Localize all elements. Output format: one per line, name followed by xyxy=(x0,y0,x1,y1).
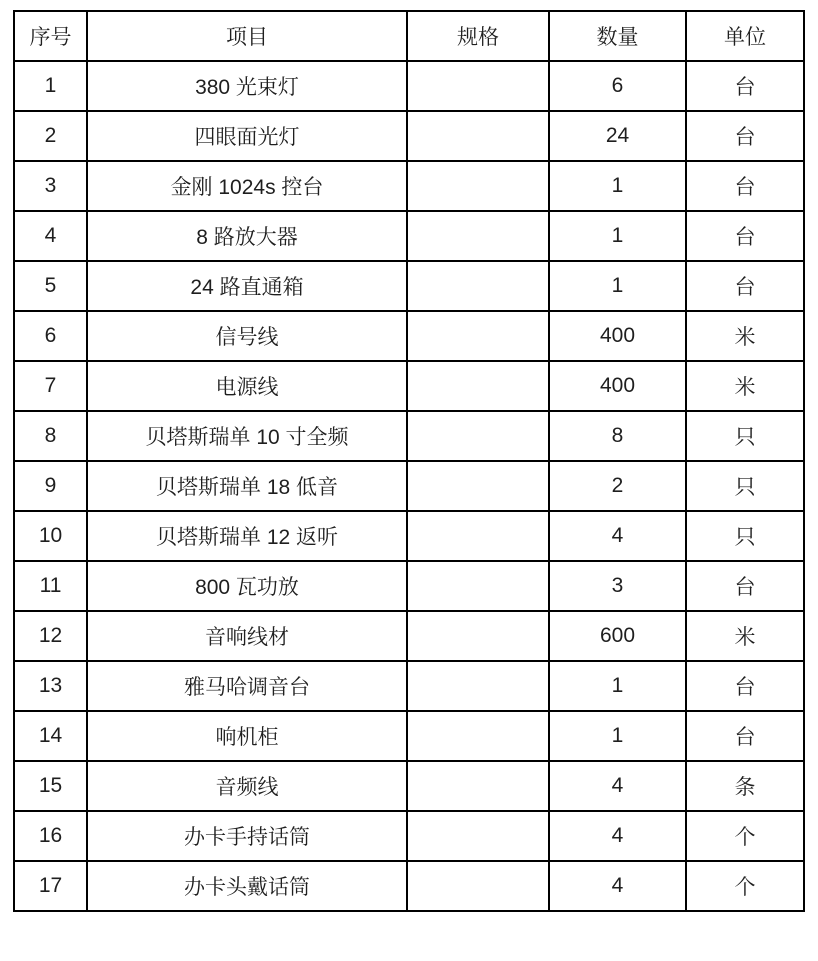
cell-unit: 个 xyxy=(686,811,804,861)
cell-spec xyxy=(407,811,549,861)
table-body xyxy=(14,61,804,911)
cell-spec xyxy=(407,61,549,111)
table-row xyxy=(14,161,804,211)
cell-seq: 2 xyxy=(14,111,87,161)
cell-unit: 台 xyxy=(686,261,804,311)
cell-seq: 17 xyxy=(14,861,87,911)
cell-item: 800 瓦功放 xyxy=(87,561,407,611)
cell-seq: 4 xyxy=(14,211,87,261)
cell-qty: 4 xyxy=(549,761,686,811)
cell-unit: 只 xyxy=(686,511,804,561)
table-row xyxy=(14,111,804,161)
table-row xyxy=(14,261,804,311)
header-cell-qty: 数量 xyxy=(549,11,686,61)
cell-item: 380 光束灯 xyxy=(87,61,407,111)
cell-item: 信号线 xyxy=(87,311,407,361)
cell-seq: 7 xyxy=(14,361,87,411)
cell-item: 贝塔斯瑞单 10 寸全频 xyxy=(87,411,407,461)
table-row xyxy=(14,461,804,511)
cell-spec xyxy=(407,261,549,311)
table-row xyxy=(14,611,804,661)
cell-item: 办卡头戴话筒 xyxy=(87,861,407,911)
cell-item: 贝塔斯瑞单 12 返听 xyxy=(87,511,407,561)
cell-qty: 1 xyxy=(549,161,686,211)
table-row xyxy=(14,811,804,861)
cell-unit: 个 xyxy=(686,861,804,911)
table-row xyxy=(14,661,804,711)
cell-qty: 400 xyxy=(549,361,686,411)
cell-seq: 6 xyxy=(14,311,87,361)
table-row xyxy=(14,711,804,761)
cell-qty: 1 xyxy=(549,711,686,761)
cell-unit: 台 xyxy=(686,711,804,761)
table-header-row xyxy=(14,11,804,61)
cell-spec xyxy=(407,861,549,911)
cell-unit: 台 xyxy=(686,661,804,711)
table-row xyxy=(14,561,804,611)
table-row xyxy=(14,361,804,411)
cell-spec xyxy=(407,161,549,211)
cell-unit: 台 xyxy=(686,61,804,111)
cell-seq: 5 xyxy=(14,261,87,311)
table-row xyxy=(14,511,804,561)
table-row xyxy=(14,61,804,111)
header-cell-spec: 规格 xyxy=(407,11,549,61)
table-row xyxy=(14,761,804,811)
cell-item: 响机柜 xyxy=(87,711,407,761)
cell-qty: 1 xyxy=(549,211,686,261)
cell-qty: 8 xyxy=(549,411,686,461)
cell-spec xyxy=(407,111,549,161)
cell-seq: 8 xyxy=(14,411,87,461)
cell-seq: 10 xyxy=(14,511,87,561)
cell-seq: 1 xyxy=(14,61,87,111)
cell-spec xyxy=(407,661,549,711)
cell-seq: 14 xyxy=(14,711,87,761)
cell-seq: 13 xyxy=(14,661,87,711)
cell-unit: 台 xyxy=(686,211,804,261)
cell-qty: 3 xyxy=(549,561,686,611)
cell-item: 雅马哈调音台 xyxy=(87,661,407,711)
cell-qty: 1 xyxy=(549,261,686,311)
cell-unit: 只 xyxy=(686,461,804,511)
cell-spec xyxy=(407,611,549,661)
cell-seq: 16 xyxy=(14,811,87,861)
cell-unit: 米 xyxy=(686,361,804,411)
cell-seq: 15 xyxy=(14,761,87,811)
cell-seq: 3 xyxy=(14,161,87,211)
cell-unit: 条 xyxy=(686,761,804,811)
cell-spec xyxy=(407,411,549,461)
cell-qty: 4 xyxy=(549,861,686,911)
cell-item: 四眼面光灯 xyxy=(87,111,407,161)
cell-unit: 台 xyxy=(686,561,804,611)
cell-item: 音响线材 xyxy=(87,611,407,661)
cell-spec xyxy=(407,461,549,511)
cell-unit: 台 xyxy=(686,111,804,161)
cell-item: 24 路直通箱 xyxy=(87,261,407,311)
cell-qty: 24 xyxy=(549,111,686,161)
cell-unit: 米 xyxy=(686,611,804,661)
cell-spec xyxy=(407,311,549,361)
cell-qty: 6 xyxy=(549,61,686,111)
cell-seq: 11 xyxy=(14,561,87,611)
cell-item: 办卡手持话筒 xyxy=(87,811,407,861)
cell-unit: 台 xyxy=(686,161,804,211)
cell-qty: 4 xyxy=(549,811,686,861)
cell-unit: 米 xyxy=(686,311,804,361)
table-row xyxy=(14,311,804,361)
cell-spec xyxy=(407,361,549,411)
table-row xyxy=(14,211,804,261)
cell-qty: 2 xyxy=(549,461,686,511)
cell-unit: 只 xyxy=(686,411,804,461)
cell-item: 8 路放大器 xyxy=(87,211,407,261)
table-row xyxy=(14,411,804,461)
cell-spec xyxy=(407,211,549,261)
cell-spec xyxy=(407,561,549,611)
header-cell-item: 项目 xyxy=(87,11,407,61)
cell-spec xyxy=(407,761,549,811)
table-row xyxy=(14,861,804,911)
cell-seq: 9 xyxy=(14,461,87,511)
header-cell-unit: 单位 xyxy=(686,11,804,61)
equipment-table xyxy=(13,10,805,912)
cell-item: 金刚 1024s 控台 xyxy=(87,161,407,211)
cell-spec xyxy=(407,511,549,561)
cell-qty: 4 xyxy=(549,511,686,561)
cell-seq: 12 xyxy=(14,611,87,661)
header-cell-seq: 序号 xyxy=(14,11,87,61)
cell-qty: 1 xyxy=(549,661,686,711)
cell-qty: 400 xyxy=(549,311,686,361)
cell-item: 贝塔斯瑞单 18 低音 xyxy=(87,461,407,511)
cell-item: 音频线 xyxy=(87,761,407,811)
cell-qty: 600 xyxy=(549,611,686,661)
cell-spec xyxy=(407,711,549,761)
cell-item: 电源线 xyxy=(87,361,407,411)
